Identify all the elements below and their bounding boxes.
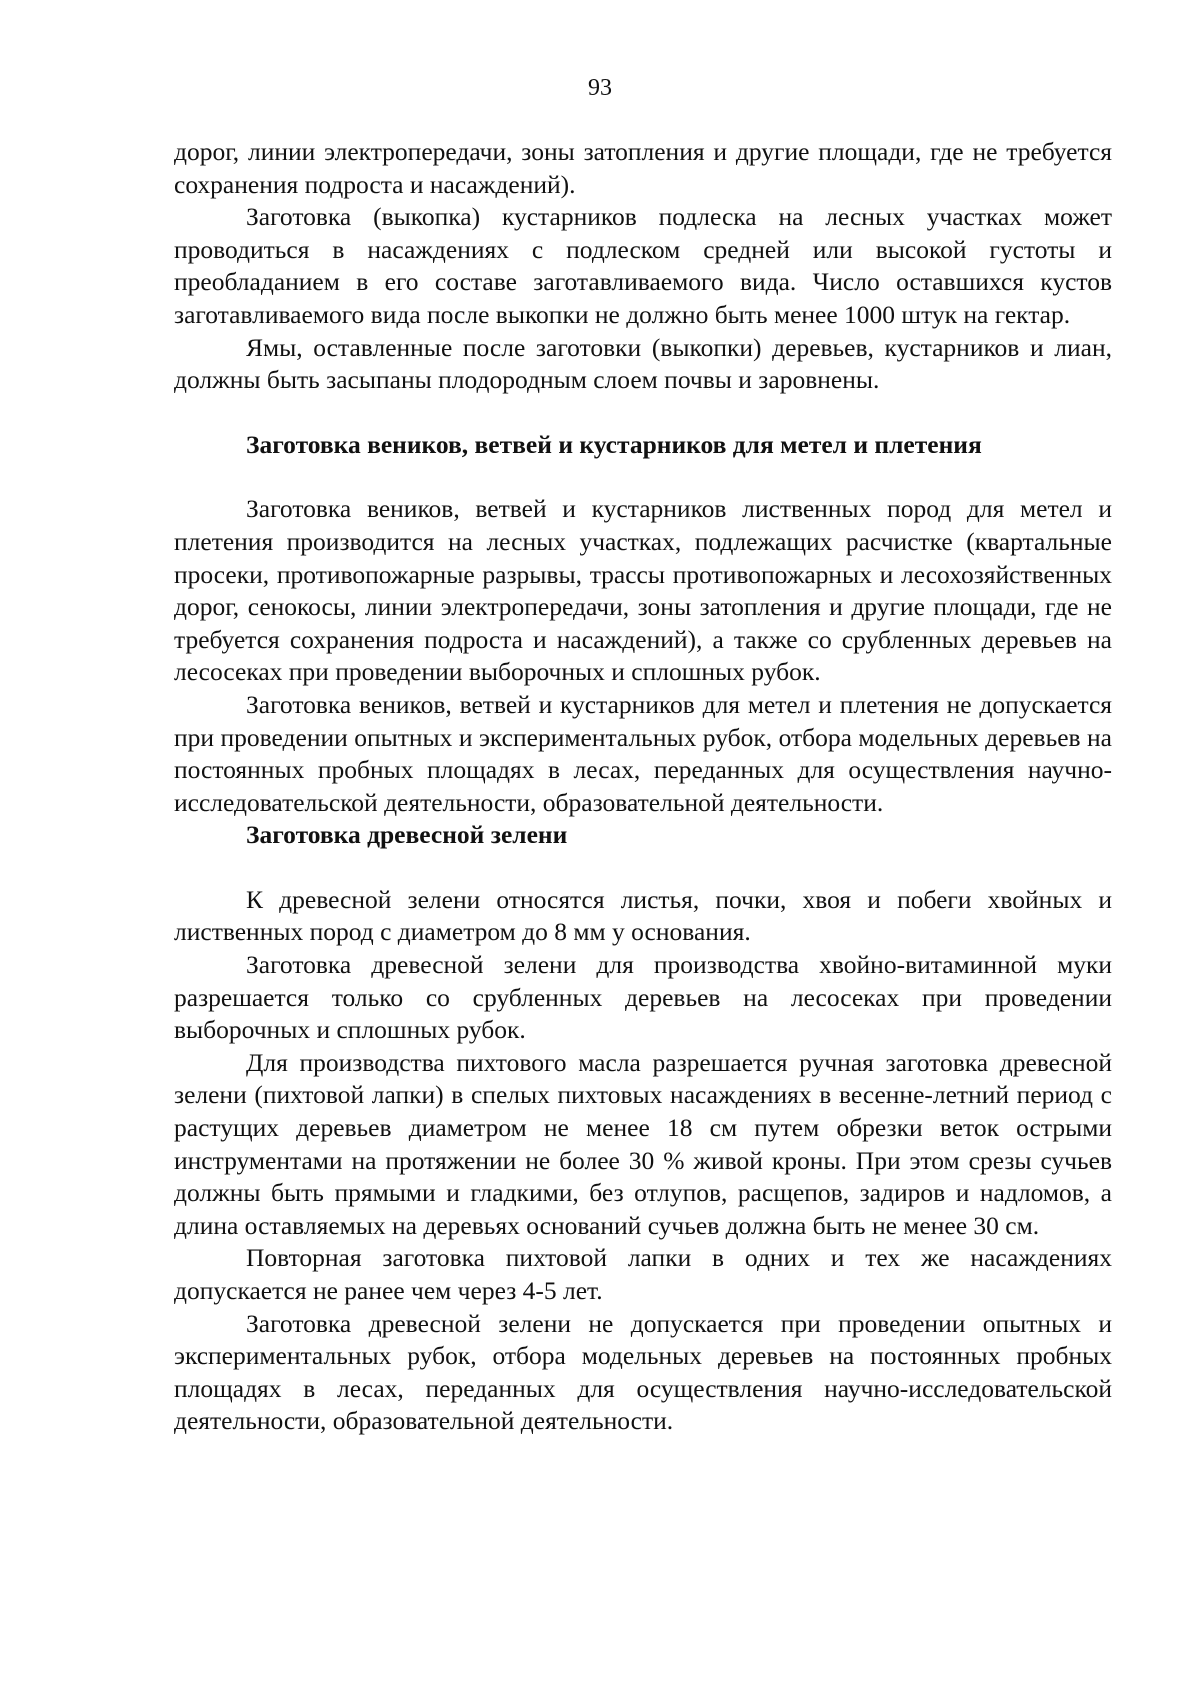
- paragraph: Для производства пихтового масла разрешается ручная заготовка древесной зелени (пихтовой лапки) в спелых пихтовых насаждениях в весенне-летний период с растущих деревьев диаметром не менее 18 см путем обрезки веток острыми инструментами на протяжении не более 30 % живой кроны. При этом срезы сучьев должны быть прямыми и гладкими, без отлупов, расщепов, задиров и надломов, а длина оставляемых на деревьях оснований сучьев должна быть не менее 30 см.: [174, 1047, 1112, 1240]
- paragraph: Заготовка веников, ветвей и кустарников лиственных пород для метел и плетения производится на лесных участках, подлежащих расчистке (квартальные просеки, противопожарные разрывы, трассы противопожарных и лесохозяйственных дорог, сенокосы, линии электропередачи, зоны затопления и другие площади, где не требуется сохранения подроста и насаждений), а также со срубленных деревьев на лесосеках при проведении выборочных и сплошных рубок.: [174, 494, 1112, 687]
- paragraph: Повторная заготовка пихтовой лапки в одних и тех же насаждениях допускается не ранее чем через 4-5 лет.: [174, 1243, 1112, 1305]
- page-number: 93: [588, 75, 612, 101]
- section-heading-greenery: Заготовка древесной зелени: [246, 820, 568, 850]
- section-heading-brooms: Заготовка веников, ветвей и кустарников для метел и плетения: [246, 429, 982, 459]
- paragraph: Ямы, оставленные после заготовки (выкопки) деревьев, кустарников и лиан, должны быть засыпаны плодородным слоем почвы и заровнены.: [174, 332, 1112, 395]
- document-body: [174, 136, 1112, 1438]
- paragraph: Заготовка веников, ветвей и кустарников для метел и плетения не допускается при проведении опытных и экспериментальных рубок, отбора модельных деревьев на постоянных пробных площадях в лесах, переданных для осуществления научно-исследовательской деятельности, образовательной деятельности.: [174, 689, 1112, 817]
- paragraph: дорог, линии электропередачи, зоны затопления и другие площади, где не требуется сохранения подроста и насаждений).: [174, 137, 1112, 199]
- paragraph: К древесной зелени относятся листья, почки, хвоя и побеги хвойных и лиственных пород с диаметром до 8 мм у основания.: [174, 884, 1112, 947]
- paragraph: Заготовка древесной зелени для производства хвойно-витаминной муки разрешается только со срубленных деревьев на лесосеках при проведении выборочных и сплошных рубок.: [174, 950, 1112, 1045]
- paragraph: Заготовка (выкопка) кустарников подлеска на лесных участках может проводиться в насаждениях с подлеском средней или высокой густоты и преобладанием в его составе заготавливаемого вида. Число оставшихся кустов заготавливаемого вида после выкопки не должно быть менее 1000 штук на гектар.: [174, 202, 1112, 329]
- paragraph: Заготовка древесной зелени не допускается при проведении опытных и экспериментальных рубок, отбора модельных деревьев на постоянных пробных площадях в лесах, переданных для осуществления научно-исследовательской деятельности, образовательной деятельности.: [174, 1308, 1112, 1436]
